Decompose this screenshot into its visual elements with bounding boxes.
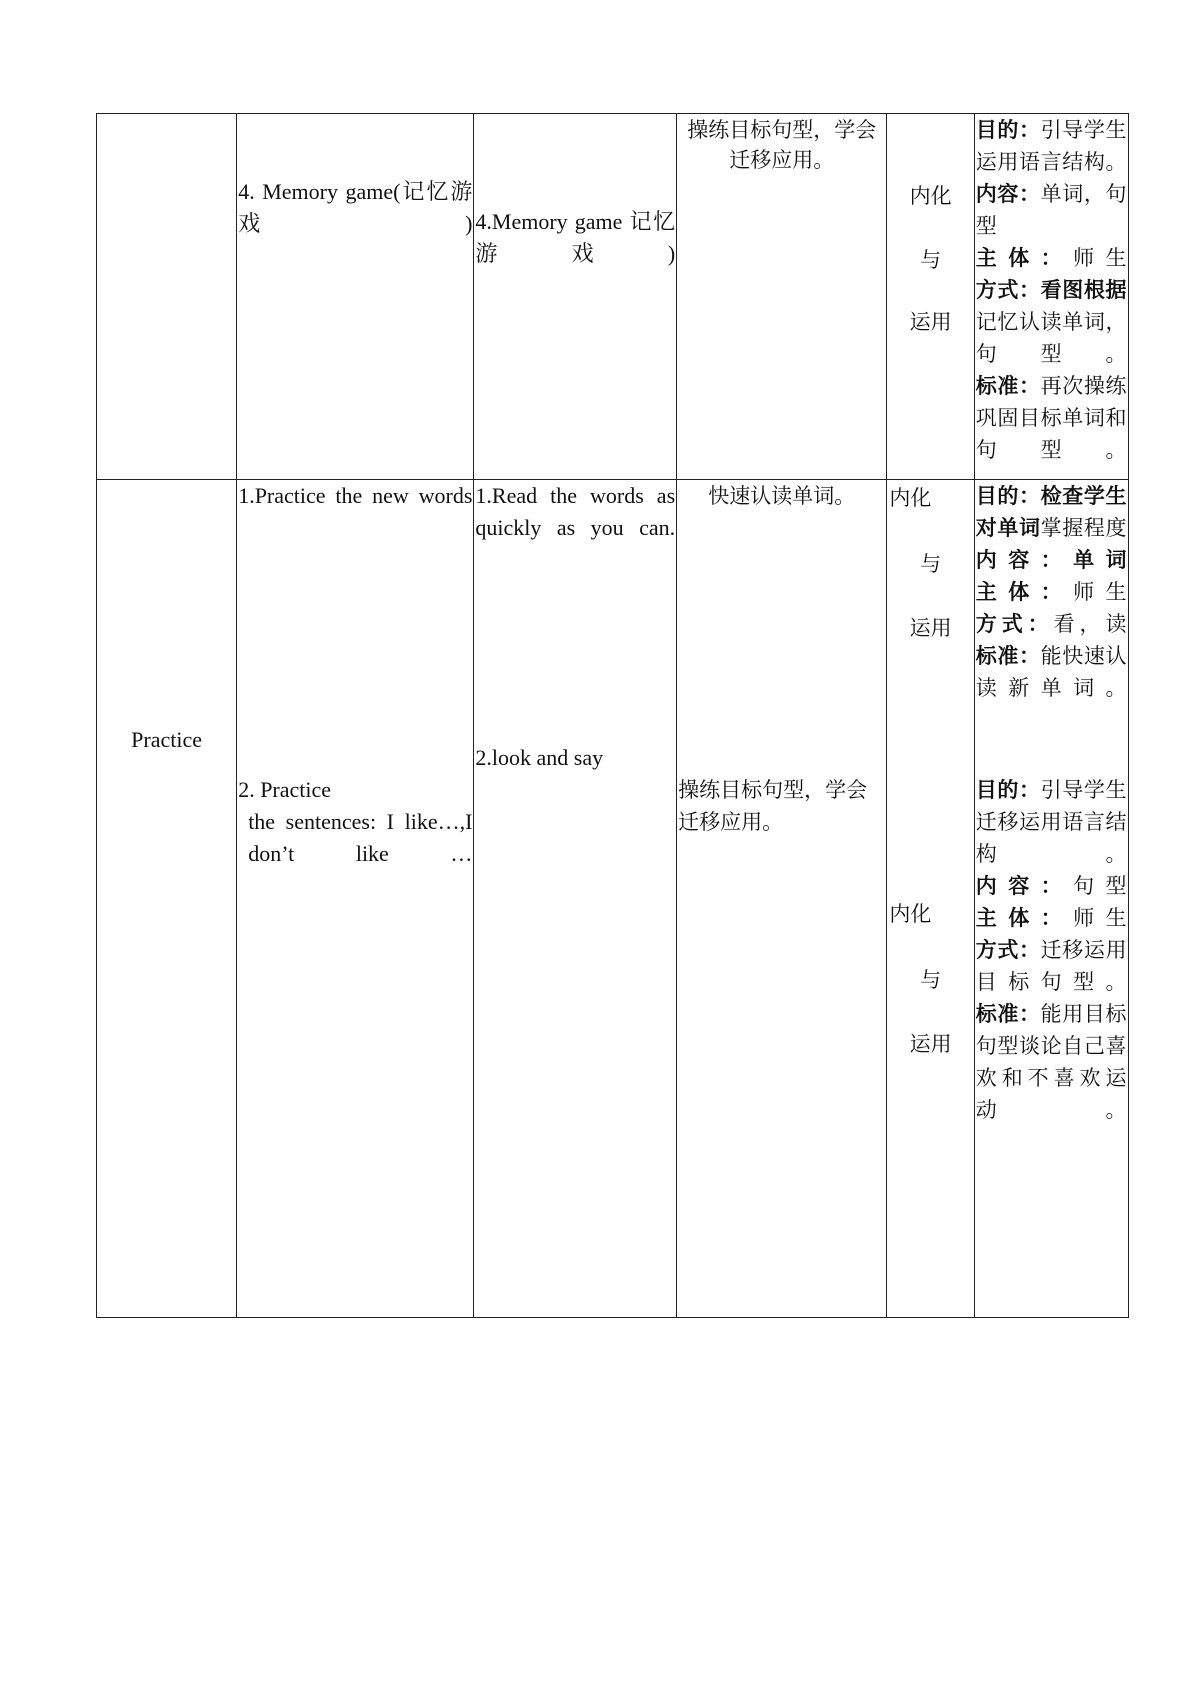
intent-line-1: 操练目标句型，学会 [687,118,877,142]
intent-1: 快速认读单词。 [708,484,856,508]
teacher-activity-2-title: 2. Practice [238,777,332,802]
stage-cell [97,114,237,480]
note-text: 看，读 [1053,612,1128,636]
note-label: 标准： [975,374,1041,398]
teacher-activity-2-body: the sentences: I like…,I don’t like … [248,809,473,866]
level-2-line-1: 内化 [889,902,932,926]
note-label: 标准： [975,644,1041,668]
note-text: 能用目标句型谈论自己喜欢和不喜欢运动。 [975,1002,1128,1122]
level-1-line-1: 内化 [889,486,932,510]
note-label: 方式： [975,612,1054,636]
note-text: 记忆认读单词，句型。 [975,310,1127,366]
student-activity-cell [474,114,677,480]
note-label: 主体： [975,580,1074,604]
note-text: 引导学生运用语言结构。 [975,118,1128,174]
note-label: 主体： [975,906,1074,930]
student-activity-2: 2.look and say [475,745,604,770]
note-text: 师生 [1073,906,1128,930]
note-label: 目的：检查学生对单词 [975,484,1127,540]
teacher-activity-cell [237,480,474,1318]
note-label: 标准： [975,1002,1041,1026]
stage-label: Practice [131,727,203,752]
note-text: 师生 [1073,580,1128,604]
intent-2: 操练目标句型，学会迁移应用。 [678,778,868,834]
student-activity-cell [474,480,677,1318]
note-label: 方式： [975,938,1041,962]
intent-cell [677,114,887,480]
note-text: 能快速认读新单词。 [975,644,1128,700]
note-text: 句型 [1073,874,1128,898]
notes-block [976,114,1127,466]
lesson-plan-table [96,113,1129,1318]
teacher-activity-cell [237,114,474,480]
note-text: 单词，句型 [975,182,1128,238]
notes-cell [974,480,1128,1318]
intent-cell [677,480,887,1318]
level-2-line-2: 与 [920,968,942,992]
level-cell [887,480,974,1318]
level-line-2: 与 [920,248,942,272]
teacher-activity-1: 1.Practice the new words [238,483,473,508]
note-label: 内容： [975,874,1074,898]
note-text: 师生 [1073,246,1128,270]
note-label: 目的： [975,118,1041,142]
level-cell [887,114,974,480]
intent-line-2: 迁移应用。 [729,148,835,172]
table-row [97,480,1129,1318]
level-2-line-3: 运用 [909,1032,952,1056]
notes-block-1 [976,480,1127,704]
table-row [97,114,1129,480]
note-label: 内容： [975,182,1041,206]
level-1-line-2: 与 [920,552,942,576]
note-text: 掌握程度 [1040,516,1128,540]
note-label: 主体： [975,246,1074,270]
note-text: 再次操练巩固目标单词和句型。 [975,374,1128,462]
notes-block-2 [976,774,1127,1126]
level-line-3: 运用 [909,310,952,334]
note-label: 内容：单词 [975,548,1127,572]
note-text: 迁移运用目标句型。 [975,938,1128,994]
student-activity-1: 1.Read the words as quickly as you can. [475,483,676,540]
level-1-line-3: 运用 [909,616,952,640]
teacher-activity-text: 4. Memory game(记忆游戏) [238,179,473,236]
note-label: 目的： [975,778,1041,802]
stage-cell [97,480,237,1318]
level-line-1: 内化 [909,184,952,208]
student-activity-text: 4.Memory game 记忆游戏) [475,209,676,266]
note-text: 引导学生迁移运用语言结构。 [975,778,1128,866]
note-label: 方式：看图根据 [975,278,1127,302]
notes-cell [974,114,1128,480]
